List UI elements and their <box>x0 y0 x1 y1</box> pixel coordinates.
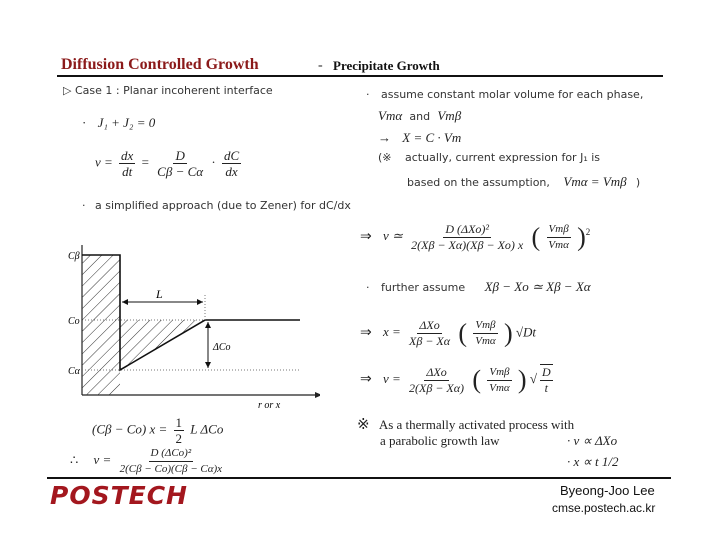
zener-bullet: · <box>82 199 86 212</box>
final-den: 2(Cβ − Co)(Cβ − Cα)x <box>119 463 223 475</box>
dxdt-num: dx <box>121 148 134 163</box>
velocity-proportionality: · v ∝ ΔXo <box>567 433 618 448</box>
v2-vm-fraction <box>487 365 511 396</box>
sqrt-den: t <box>544 381 548 395</box>
therefore-symbol: ∴ <box>70 452 79 468</box>
flux-eq-text: J₁ + J₂ = 0 <box>97 115 156 130</box>
area-lhs: (Cβ − Co) x = <box>92 421 168 437</box>
sqrt-dt: √Dt <box>515 324 536 340</box>
v1-paren-right: ) <box>577 222 586 252</box>
d-num: D <box>175 148 185 163</box>
v2-vm-den: Vmα <box>489 381 510 394</box>
molar-volume-line <box>378 108 461 124</box>
arrow-right: → <box>378 130 391 145</box>
assume-line1 <box>366 88 643 101</box>
author-name: Byeong-Joo Lee <box>560 483 655 498</box>
note-mark: ※ <box>357 417 370 433</box>
x-fraction <box>407 318 452 349</box>
assume-bullet: · <box>366 88 370 101</box>
sqrt-sign: √ <box>529 370 537 386</box>
c-alpha-label: Cα <box>68 366 80 377</box>
x-label: x = <box>382 324 401 340</box>
v-label: v = <box>95 154 113 170</box>
area-equation <box>92 415 223 446</box>
v2-label: v = <box>382 370 401 386</box>
further-eq: Xβ − Xo ≃ Xβ − Xα <box>484 279 591 294</box>
vm-beta: Vmβ <box>437 108 462 123</box>
sqrt-fraction <box>540 364 553 396</box>
postech-logo-art <box>50 482 230 508</box>
final-num: D (ΔCo)² <box>149 446 194 462</box>
half-den: 2 <box>175 431 183 446</box>
x-axis-arrow <box>315 392 320 398</box>
x-paren-left: ( <box>458 318 467 348</box>
assumption-line <box>407 174 640 190</box>
dxdt-fraction <box>119 148 135 179</box>
v1-num: D (ΔXo)² <box>445 222 490 236</box>
flux-equation <box>82 115 155 131</box>
area-rhs: L ΔCo <box>190 421 224 437</box>
note-line1: actually, current expression for J₁ is <box>405 151 601 164</box>
x-eq: X = C · Vm <box>402 130 462 145</box>
v1-vm-num: Vmβ <box>547 222 571 238</box>
flux-bullet: · <box>82 115 87 130</box>
note-close: ) <box>635 176 641 189</box>
further-bullet: · <box>366 281 370 294</box>
v-eq2: = <box>141 154 149 170</box>
precipitate-hatch <box>82 255 120 395</box>
title-underline <box>57 75 663 77</box>
implies-1: ⇒ <box>360 229 372 245</box>
dcdx-fraction <box>222 148 241 179</box>
half-num: 1 <box>175 415 183 430</box>
c-o-label: Co <box>68 316 80 327</box>
and-text: and <box>409 110 431 123</box>
final-fraction <box>118 446 224 477</box>
dc-num: dC <box>223 148 240 163</box>
v2-den: 2(Xβ − Xα) <box>409 380 465 395</box>
final-velocity-equation <box>70 446 227 477</box>
delta-c-arrow-down <box>205 362 211 368</box>
v1-vm-den: Vmα <box>548 239 569 251</box>
implies-2: ⇒ <box>360 325 372 341</box>
delta-c-label: ΔCo <box>213 342 231 353</box>
l-arrow-right <box>197 299 203 305</box>
case-label: ▷ Case 1 : Planar incoherent interface <box>63 84 273 97</box>
v-dot: · <box>211 154 216 170</box>
x-proportionality: · x ∝ t 1/2 <box>567 454 619 469</box>
zener-approach <box>82 199 351 212</box>
v-approx-equation: ⇒ v ≃ $\frac{\text{D (ΔXo)²}}{2(X\beta - X\alpha)(X\beta - Xo) x}$ ( $\frac{\text{Vmβ}}{\text{Vmα}}$ )$^2$ <box>360 222 591 252</box>
delta-c-arrow-up <box>205 322 211 328</box>
note-line1: As a thermally activated process with <box>378 417 575 432</box>
further-text: further assume <box>381 281 466 294</box>
assume-text: assume constant molar volume for each phase, <box>381 88 644 101</box>
implies-3: ⇒ <box>360 371 372 387</box>
assumption-eq: Vmα = Vmβ <box>563 174 627 189</box>
logo-text: POSTECH <box>50 482 188 508</box>
sqrt-num: D <box>541 365 551 379</box>
dxdt-den: dt <box>122 164 133 179</box>
website-url: cmse.postech.ac.kr <box>552 501 656 515</box>
note-open: (※ <box>378 151 392 164</box>
assump-vm-a: Vmα <box>563 174 588 189</box>
x-growth-equation <box>360 318 536 349</box>
v1-den: 2(Xβ − Xα)(Xβ − Xo) x <box>411 238 524 252</box>
l-label: L <box>156 287 163 301</box>
v2-vm-num: Vmβ <box>487 365 511 381</box>
note-line2: based on the assumption, <box>407 176 550 189</box>
c-beta-label: Cβ <box>68 251 80 262</box>
v1-vm-fraction <box>546 222 570 253</box>
final-v-label: v = <box>93 452 112 468</box>
dx-den: dx <box>225 164 238 179</box>
v2-paren-right: ) <box>517 365 527 394</box>
slide-title: Diffusion Controlled Growth <box>61 56 259 73</box>
x-den: Xβ − Xα <box>409 334 451 348</box>
v-growth-equation <box>360 364 556 396</box>
v2-paren-left: ( <box>472 365 481 394</box>
x-num: ΔXo <box>419 318 440 332</box>
l-arrow-left <box>122 299 128 305</box>
x-paren-right: ) <box>503 318 513 348</box>
x-vm-den: Vmα <box>475 335 496 347</box>
x-axis-label: r or x <box>258 400 281 411</box>
x-definition <box>378 130 461 146</box>
c-den: Cβ − Cα <box>157 164 204 179</box>
v2-fraction <box>407 365 466 396</box>
title-separator: - <box>318 58 323 73</box>
activated-process-note <box>357 415 574 434</box>
d-over-c-fraction <box>155 148 205 179</box>
v-approx-label: v ≃ <box>382 228 403 244</box>
slide-subtitle: Precipitate Growth <box>333 58 440 73</box>
parabolic-law-text: a parabolic growth law <box>380 433 500 448</box>
v1-fraction <box>409 222 525 253</box>
v1-paren-left: ( <box>531 222 541 252</box>
footer-rule <box>47 477 671 479</box>
postech-logo <box>50 482 230 513</box>
x-vm-num: Vmβ <box>473 318 497 334</box>
zener-text: a simplified approach (due to Zener) for dC/dx <box>95 199 351 212</box>
concentration-profile-diagram <box>60 240 320 415</box>
actually-note <box>378 151 600 164</box>
assump-vm-b: Vmβ <box>602 174 627 189</box>
vm-alpha: Vmα <box>378 108 403 123</box>
x-vm-fraction <box>473 318 497 349</box>
half-fraction <box>174 415 185 446</box>
velocity-equation <box>95 148 244 179</box>
further-assume-line <box>366 279 591 295</box>
v2-num: ΔXo <box>426 364 447 379</box>
